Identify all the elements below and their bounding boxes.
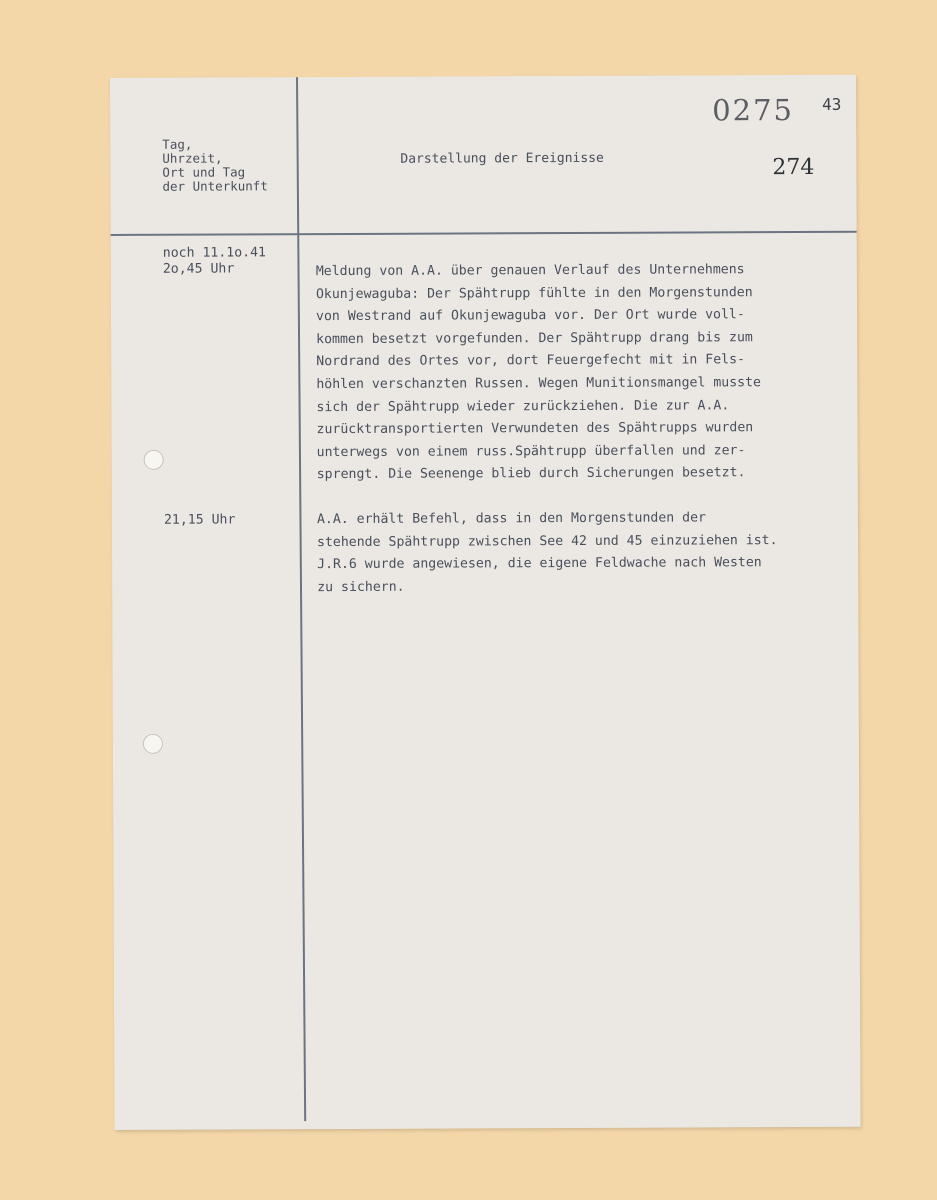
right-column-header: Darstellung der Ereignisse xyxy=(400,150,604,167)
entry-text: Meldung von A.A. über genauen Verlauf des Unternehmens Okunjewaguba: Der Spähtrupp fühlte in den Morgenstunden von Westrand auf Okunjewaguba vor. Der Ort wurde voll- kommen besetzt vorgefunden. Der Spähtrupp drang bis zum Nordrand des Ortes vor, dort Feuergefecht mit in Fels- höhlen verschanzten Russen. Wegen Munitionsmangel musste sich der Spähtrupp wieder zurückziehen. Die zur A.A. zurücktransportierten Verwundeten des Spähtrupps wurden unterwegs von einem russ.Spähtrupp überfallen und zer- sprengt. Die Seenenge blieb durch Sicherungen besetzt. xyxy=(315,262,761,483)
document-page xyxy=(110,75,861,1130)
entry-time: 21,15 Uhr xyxy=(163,512,236,528)
left-column-header: Tag, Uhrzeit, Ort und Tag der Unterkunft xyxy=(162,136,268,194)
punch-hole xyxy=(143,734,163,754)
punch-hole xyxy=(144,450,164,470)
entry-text: A.A. erhält Befehl, dass in den Morgenstunden der stehende Spähtrupp zwischen See 42 und 45 einzuziehen ist. J.R.6 wurde angewiesen, die eigene Feldwache nach Westen zu sichern. xyxy=(316,510,778,595)
archive-stamp-number: 0275 xyxy=(712,93,795,128)
header-divider xyxy=(111,231,857,236)
entry-time: noch 11.1o.41 2o,45 Uhr xyxy=(162,245,267,277)
page-number-top: 43 xyxy=(822,94,842,114)
page-number: 274 xyxy=(772,154,815,181)
